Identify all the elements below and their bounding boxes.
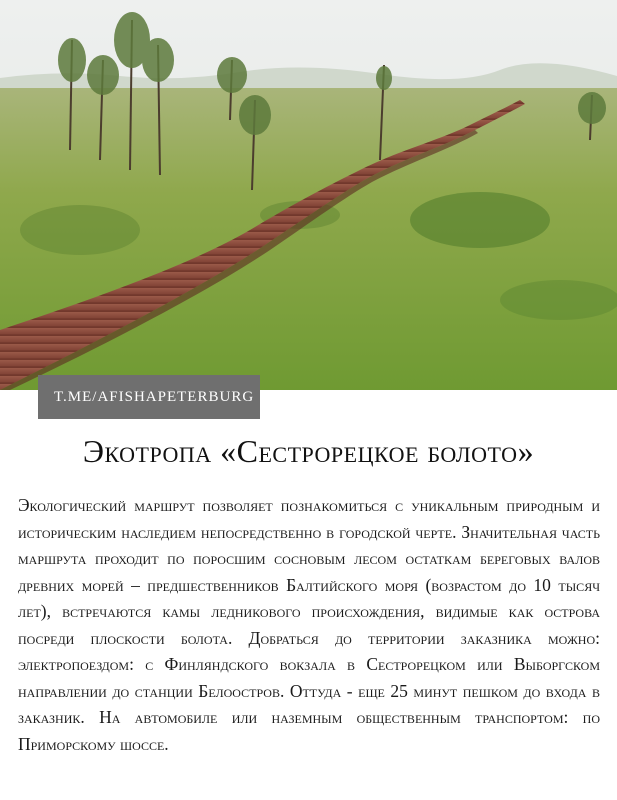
header-photo — [0, 0, 617, 390]
boardwalk-marsh-image — [0, 0, 617, 390]
article-body: Экологический маршрут позволяет познакомиться с уникальным природным и историческим наследием непосредственно в городской черте. Значительная часть маршрута проходит по поросшим сосновым лесом остаткам береговых валов древних морей – предшественников Балтийского моря (возрастом до 10 тысяч лет), встречаются камы ледникового происхождения, видимые как острова посреди плоскости болота. Добраться до территории заказника можно: электропоездом: с Финляндского вокзала в Сестрорецком или Выборгском направлении до станции Белоостров. Оттуда - еще 25 минут пешком до входа в заказник. На автомобиле или наземным общественным транспортом: по Приморскому шоссе. — [18, 495, 600, 754]
channel-handle-badge[interactable] — [38, 375, 260, 419]
article-title: Экотропа «Сестрорецкое болото» — [82, 433, 535, 469]
channel-handle-text: T.ME/AFISHAPETERBURG — [54, 388, 255, 405]
